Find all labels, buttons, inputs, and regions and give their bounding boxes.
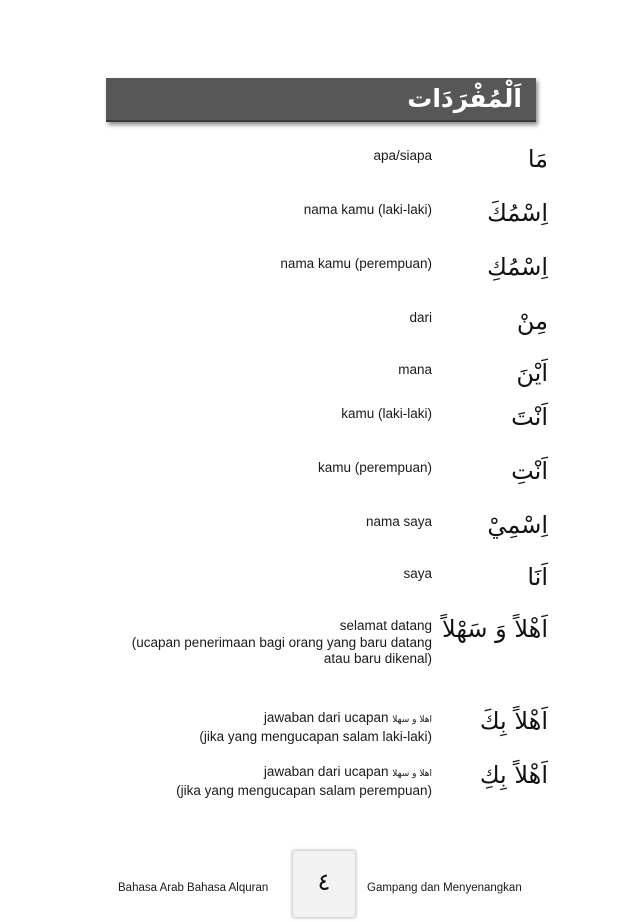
meaning	[92, 618, 432, 668]
meaning	[92, 406, 432, 423]
meaning-line: (jika yang mengucapan salam perempuan)	[176, 782, 432, 798]
meaning	[92, 764, 432, 799]
arabic-word: مَا	[527, 145, 548, 173]
meaning-line: nama saya	[365, 514, 432, 529]
footer-left-text: Bahasa Arab Bahasa Alquran	[118, 882, 269, 894]
meaning-line: (jika yang mengucapan salam laki-laki)	[199, 728, 432, 744]
arabic-word: مِنْ	[516, 307, 548, 335]
section-title: اَلْمُفْرَدَات	[407, 84, 522, 113]
arabic-word: اَنْتِ	[511, 457, 548, 485]
meaning-line: dari	[409, 310, 432, 325]
meaning-line: atau baru dikenal)	[323, 651, 432, 666]
arabic-word: اَهْلاً بِكِ	[479, 761, 548, 789]
meaning	[92, 148, 432, 165]
arabic-word: اِسْمُكَ	[487, 199, 548, 227]
page-number-badge	[292, 850, 356, 918]
meaning-line: (ucapan penerimaan bagi orang yang baru datang	[131, 634, 432, 650]
meaning-text: jawaban dari ucapan	[263, 710, 389, 725]
meaning-line: selamat datang	[339, 618, 432, 633]
meaning-line: saya	[403, 566, 432, 581]
meaning-line: mana	[398, 362, 432, 377]
meaning-line	[92, 764, 432, 783]
meaning	[92, 362, 432, 379]
meaning-line: kamu (perempuan)	[317, 460, 432, 475]
meaning-line: nama kamu (laki-laki)	[303, 202, 432, 217]
section-header	[106, 78, 536, 122]
meaning-text: jawaban dari ucapan	[263, 764, 389, 779]
inline-arabic: اهلا و سهلا	[392, 715, 432, 725]
arabic-word: اَيْنَ	[516, 359, 548, 387]
inline-arabic: اهلا و سهلا	[392, 769, 432, 779]
arabic-word: اِسْمِيْ	[487, 511, 548, 539]
meaning	[92, 460, 432, 477]
meaning-line: apa/siapa	[373, 148, 432, 163]
meaning	[92, 202, 432, 219]
page-number: ٤	[317, 868, 331, 896]
arabic-word: اَنْتَ	[511, 403, 548, 431]
meaning	[92, 310, 432, 327]
arabic-word: اَنَا	[527, 563, 548, 591]
meaning-line: kamu (laki-laki)	[341, 406, 432, 421]
footer-right-text: Gampang dan Menyenangkan	[367, 882, 522, 894]
arabic-word: اِسْمُكِ	[487, 253, 548, 281]
meaning	[92, 710, 432, 745]
arabic-word: اَهْلاً بِكَ	[479, 707, 548, 735]
meaning-line: nama kamu (perempuan)	[280, 256, 432, 271]
meaning-line	[92, 710, 432, 729]
meaning	[92, 566, 432, 583]
meaning	[92, 256, 432, 273]
arabic-word: اَهْلاً وَ سَهْلاً	[442, 615, 548, 643]
meaning	[92, 514, 432, 531]
